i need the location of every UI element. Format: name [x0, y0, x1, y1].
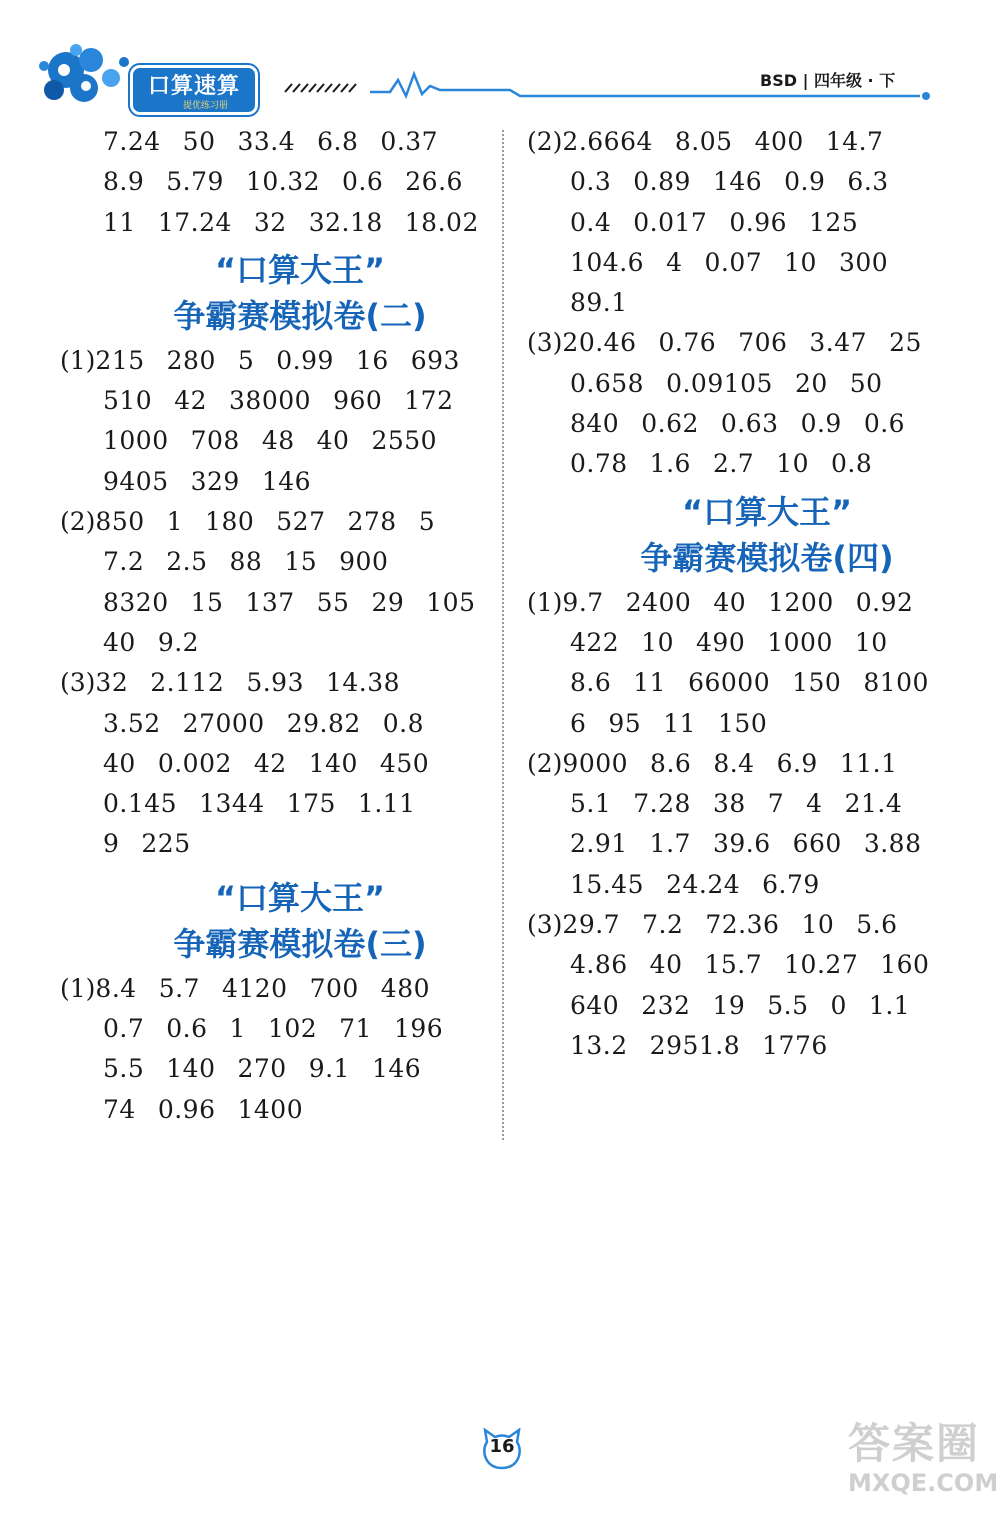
- answer-value: 2.7: [712, 449, 755, 479]
- answer-value: 4: [806, 789, 823, 819]
- answer-row: [527, 663, 1000, 703]
- answer-value: 5.6: [856, 910, 898, 940]
- answer-value: 180: [205, 507, 255, 537]
- exam-title: [527, 485, 1000, 583]
- answer-value: 6.8: [317, 127, 359, 156]
- answer-value: 13.2: [570, 1030, 628, 1060]
- answer-row: [60, 381, 540, 421]
- answer-value: 0.89: [633, 167, 691, 197]
- answer-row: [527, 323, 1000, 363]
- answer-value: 2951.8: [649, 1030, 741, 1060]
- answer-value: 9000: [562, 748, 629, 778]
- answer-value: 8.4: [713, 748, 755, 778]
- answer-value: 10: [641, 627, 675, 657]
- answer-value: 0.8: [831, 449, 873, 479]
- answer-value: 29.82: [286, 708, 361, 738]
- answer-value: 8.6: [650, 748, 692, 778]
- left-column: [60, 122, 540, 1130]
- answer-value: 9.2: [157, 627, 200, 657]
- question-label: (3): [527, 910, 563, 940]
- answer-value: 0.6: [863, 409, 906, 439]
- answer-value: 11: [103, 207, 136, 237]
- answer-value: 225: [141, 829, 191, 859]
- answer-value: 50: [182, 127, 216, 156]
- right-column: [527, 122, 1000, 1066]
- answer-row: [527, 986, 1000, 1026]
- answer-value: 5.5: [103, 1054, 145, 1084]
- answer-value: 3.52: [103, 708, 161, 738]
- exam-title-line1: “口算大王”: [681, 492, 853, 531]
- question-label: (1): [527, 587, 563, 617]
- answer-value: 1200: [768, 587, 834, 617]
- answer-value: 21.4: [844, 789, 903, 819]
- answer-value: 0.92: [855, 587, 914, 617]
- answer-value: 8.4: [95, 973, 137, 1003]
- answer-value: 5.79: [166, 167, 224, 197]
- answer-value: 196: [393, 1014, 444, 1044]
- answer-value: 10: [784, 247, 817, 277]
- exam-title-line2: 争霸赛模拟卷(二): [173, 296, 427, 335]
- answer-value: 840: [570, 409, 620, 439]
- answer-value: 1776: [762, 1030, 828, 1060]
- answer-value: 71: [339, 1014, 372, 1044]
- answer-value: 102: [267, 1014, 318, 1044]
- answer-value: 1.11: [357, 789, 416, 819]
- answer-row: [60, 421, 540, 461]
- answer-row: [60, 1009, 540, 1049]
- answer-value: 0.6: [166, 1014, 208, 1044]
- answer-value: 19: [712, 990, 746, 1020]
- answer-value: 8.6: [570, 668, 612, 698]
- answer-value: 9.1: [308, 1054, 350, 1084]
- answer-value: 146: [371, 1054, 422, 1084]
- answer-value: 5.7: [158, 973, 200, 1003]
- answer-row: [60, 583, 540, 623]
- answer-value: 27000: [182, 708, 265, 738]
- question-label: (3): [60, 668, 96, 698]
- answer-value: 232: [641, 990, 691, 1020]
- answer-value: 7.2: [103, 547, 145, 577]
- answer-value: 33.4: [237, 127, 296, 156]
- answer-value: 18.02: [404, 207, 479, 237]
- answer-value: 6.79: [762, 869, 820, 899]
- answer-value: 42: [253, 748, 287, 778]
- answer-value: 40: [103, 627, 136, 657]
- answer-value: 50: [849, 368, 883, 398]
- answer-value: 3.47: [809, 328, 868, 358]
- answer-value: 2.112: [150, 668, 225, 698]
- answer-value: 9405: [103, 466, 169, 496]
- answer-value: 0.63: [720, 409, 779, 439]
- answer-row: [527, 865, 1000, 905]
- answer-value: 39.6: [712, 829, 771, 859]
- answer-value: 7.28: [633, 789, 691, 819]
- grade-label: BSD | 四年级 · 下: [760, 71, 896, 90]
- answer-row: [527, 583, 1000, 623]
- answer-value: 490: [696, 627, 746, 657]
- answer-value: 5.1: [570, 789, 612, 819]
- answer-value: 95: [608, 708, 642, 738]
- answer-value: 146: [712, 167, 763, 197]
- answer-value: 4120: [221, 973, 288, 1003]
- answer-value: 11: [633, 668, 667, 698]
- answer-value: 660: [792, 829, 842, 859]
- answer-value: 29: [371, 587, 405, 617]
- site-watermark: [848, 1419, 999, 1510]
- answer-value: 89.1: [570, 288, 628, 318]
- answer-value: 215: [95, 345, 145, 375]
- answer-row: [60, 162, 540, 202]
- answer-value: 32: [253, 207, 287, 237]
- page-number: 16: [489, 1436, 515, 1457]
- answer-row: [60, 744, 540, 784]
- answer-value: 1400: [237, 1094, 304, 1124]
- answer-value: 1: [166, 507, 184, 537]
- answer-value: 400: [754, 127, 804, 156]
- answer-value: 16: [355, 345, 389, 375]
- answer-value: 0.4: [570, 207, 612, 237]
- answer-value: 4: [666, 247, 683, 277]
- answer-value: 0.09105: [666, 368, 773, 398]
- answer-value: 125: [809, 207, 859, 237]
- answer-value: 42: [174, 386, 208, 416]
- answer-value: 0: [830, 990, 847, 1020]
- answer-value: 0.658: [570, 368, 645, 398]
- answer-value: 48: [261, 426, 295, 456]
- answer-value: 6.3: [847, 167, 889, 197]
- answer-value: 8320: [103, 587, 169, 617]
- answer-value: 15: [284, 547, 318, 577]
- answer-value: 0.07: [704, 247, 763, 277]
- answer-value: 15.7: [704, 950, 763, 980]
- answer-block: [60, 122, 540, 243]
- answer-value: 24.24: [666, 869, 741, 899]
- answer-value: 72.36: [705, 910, 780, 940]
- answer-row: [527, 444, 1000, 484]
- answer-value: 640: [570, 990, 620, 1020]
- answer-value: 15: [190, 587, 224, 617]
- answer-value: 700: [309, 973, 359, 1003]
- answer-value: 0.99: [276, 345, 334, 375]
- logo-title: 口算速算: [147, 74, 240, 99]
- answer-value: 0.96: [729, 207, 788, 237]
- answer-value: 0.9: [800, 409, 842, 439]
- question-label: (1): [60, 345, 96, 375]
- answer-row: [60, 824, 540, 864]
- answer-value: 0.76: [658, 328, 717, 358]
- answer-value: 7.2: [642, 910, 684, 940]
- answer-value: 10: [776, 449, 810, 479]
- answer-value: 146: [261, 466, 312, 496]
- answer-value: 10: [801, 910, 835, 940]
- answer-value: 32.18: [308, 207, 383, 237]
- answer-value: 480: [380, 973, 431, 1003]
- answer-value: 160: [880, 950, 930, 980]
- answer-block: [60, 341, 540, 865]
- answer-value: 278: [347, 507, 397, 537]
- answer-value: 329: [190, 466, 240, 496]
- answer-value: 6: [570, 708, 587, 738]
- answer-value: 5.5: [767, 990, 809, 1020]
- exam-title: [60, 243, 540, 341]
- answer-value: 11: [663, 708, 697, 738]
- answer-block: [60, 969, 540, 1130]
- answer-value: 5: [418, 507, 436, 537]
- answer-value: 1000: [767, 627, 833, 657]
- answer-value: 9: [103, 829, 120, 859]
- answer-row: [60, 502, 540, 542]
- answer-row: [60, 1049, 540, 1089]
- answer-value: 105: [426, 587, 476, 617]
- answer-value: 25: [889, 328, 922, 358]
- answer-value: 5: [237, 345, 255, 375]
- answer-value: 14.7: [825, 127, 884, 156]
- answer-row: [527, 122, 1000, 162]
- answer-row: [60, 1090, 540, 1130]
- answer-value: 2.6664: [562, 127, 653, 156]
- answer-value: 8.05: [674, 127, 733, 156]
- answer-value: 450: [379, 748, 430, 778]
- answer-value: 708: [190, 426, 240, 456]
- answer-value: 2.5: [166, 547, 208, 577]
- answer-value: 300: [838, 247, 889, 277]
- answer-value: 280: [166, 345, 216, 375]
- answer-value: 172: [404, 386, 454, 416]
- answer-value: 66000: [688, 668, 771, 698]
- answer-value: 29.7: [562, 910, 621, 940]
- answer-value: 150: [718, 708, 768, 738]
- answer-row: [527, 824, 1000, 864]
- answer-value: 40: [649, 950, 683, 980]
- answer-value: 8.9: [103, 167, 145, 197]
- answer-value: 4.86: [570, 950, 628, 980]
- answer-value: 40: [103, 748, 136, 778]
- answer-block: [527, 583, 1000, 1067]
- answer-value: 1.7: [649, 829, 691, 859]
- answer-value: 7.24: [103, 127, 161, 156]
- answer-value: 9.7: [562, 587, 604, 617]
- answer-value: 2.91: [570, 829, 628, 859]
- answer-value: 1.1: [868, 990, 911, 1020]
- answer-value: 20.46: [562, 328, 637, 358]
- answer-row: [527, 945, 1000, 985]
- answer-value: 175: [286, 789, 336, 819]
- answer-row: [60, 623, 540, 663]
- answer-row: [527, 203, 1000, 243]
- exam-title: [60, 865, 540, 969]
- answer-value: 0.017: [633, 207, 708, 237]
- answer-value: 38000: [229, 386, 312, 416]
- answer-value: 17.24: [157, 207, 232, 237]
- answer-value: 693: [410, 345, 460, 375]
- answer-row: [527, 404, 1000, 444]
- answer-row: [60, 704, 540, 744]
- question-label: (3): [527, 328, 563, 358]
- answer-value: 960: [333, 386, 383, 416]
- answer-value: 26.6: [405, 167, 463, 197]
- answer-value: 270: [237, 1054, 287, 1084]
- answer-value: 0.145: [103, 789, 178, 819]
- answer-row: [60, 542, 540, 582]
- watermark-top: 答案圈: [848, 1419, 981, 1468]
- answer-value: 140: [308, 748, 358, 778]
- answer-value: 6.9: [776, 748, 818, 778]
- answer-value: 1344: [199, 789, 265, 819]
- answer-row: [60, 122, 540, 162]
- answer-value: 2550: [371, 426, 438, 456]
- answer-row: [527, 1026, 1000, 1066]
- answer-value: 10.27: [784, 950, 859, 980]
- logo-subtitle: 提优练习册: [183, 101, 229, 111]
- answer-value: 5.93: [246, 668, 304, 698]
- answer-value: 0.3: [570, 167, 612, 197]
- answer-row: [60, 784, 540, 824]
- answer-value: 0.37: [380, 127, 439, 156]
- page-header: [0, 0, 1000, 125]
- answer-value: 14.38: [325, 668, 401, 698]
- answer-row: [60, 203, 540, 243]
- logo-badge: [130, 65, 258, 115]
- answer-value: 1: [229, 1014, 246, 1044]
- exam-title-line1: “口算大王”: [214, 250, 386, 289]
- answer-value: 1.6: [649, 449, 691, 479]
- answer-value: 510: [103, 386, 153, 416]
- answer-value: 3.88: [863, 829, 922, 859]
- answer-value: 0.002: [157, 748, 232, 778]
- answer-value: 0.7: [103, 1014, 145, 1044]
- answer-value: 10: [854, 627, 888, 657]
- answer-value: 850: [95, 507, 145, 537]
- answer-value: 0.8: [382, 708, 425, 738]
- answer-row: [527, 784, 1000, 824]
- answer-value: 74: [103, 1094, 136, 1124]
- answer-row: [527, 283, 1000, 323]
- answer-value: 55: [316, 587, 350, 617]
- answer-row: [527, 704, 1000, 744]
- answer-value: 0.78: [570, 449, 628, 479]
- answer-value: 140: [166, 1054, 216, 1084]
- exam-title-line2: 争霸赛模拟卷(四): [640, 538, 894, 577]
- answer-value: 11.1: [839, 748, 898, 778]
- exam-title-line2: 争霸赛模拟卷(三): [173, 924, 427, 963]
- answer-value: 8100: [863, 668, 929, 698]
- question-label: (1): [60, 973, 96, 1003]
- answer-value: 32: [95, 668, 129, 698]
- answer-value: 104.6: [570, 247, 645, 277]
- answer-row: [60, 663, 540, 703]
- answer-value: 0.62: [641, 409, 699, 439]
- answer-value: 7: [767, 789, 785, 819]
- answer-value: 150: [792, 668, 842, 698]
- question-label: (2): [60, 507, 96, 537]
- answer-value: 10.32: [245, 167, 321, 197]
- answer-row: [527, 623, 1000, 663]
- answer-block: [527, 122, 1000, 485]
- exam-title-line1: “口算大王”: [214, 878, 386, 917]
- answer-value: 0.96: [157, 1094, 216, 1124]
- answer-value: 0.6: [342, 167, 384, 197]
- question-label: (2): [527, 748, 563, 778]
- question-label: (2): [527, 127, 563, 156]
- answer-row: [527, 364, 1000, 404]
- answer-value: 15.45: [570, 869, 645, 899]
- answer-value: 20: [794, 368, 828, 398]
- answer-value: 527: [276, 507, 326, 537]
- answer-value: 0.9: [784, 167, 826, 197]
- answer-row: [60, 969, 540, 1009]
- answer-row: [527, 243, 1000, 283]
- answer-row: [527, 744, 1000, 784]
- answer-value: 88: [229, 547, 263, 577]
- answer-value: 900: [339, 547, 389, 577]
- answer-value: 40: [316, 426, 350, 456]
- answer-row: [527, 162, 1000, 202]
- answer-row: [527, 905, 1000, 945]
- answer-value: 422: [570, 627, 620, 657]
- answer-value: 706: [738, 328, 788, 358]
- answer-value: 2400: [625, 587, 692, 617]
- answer-value: 1000: [103, 426, 169, 456]
- answer-row: [60, 341, 540, 381]
- answer-value: 137: [245, 587, 295, 617]
- answer-value: 40: [713, 587, 747, 617]
- answer-value: 38: [712, 789, 746, 819]
- watermark-bottom: MXQE.COM: [848, 1469, 999, 1497]
- answer-row: [60, 462, 540, 502]
